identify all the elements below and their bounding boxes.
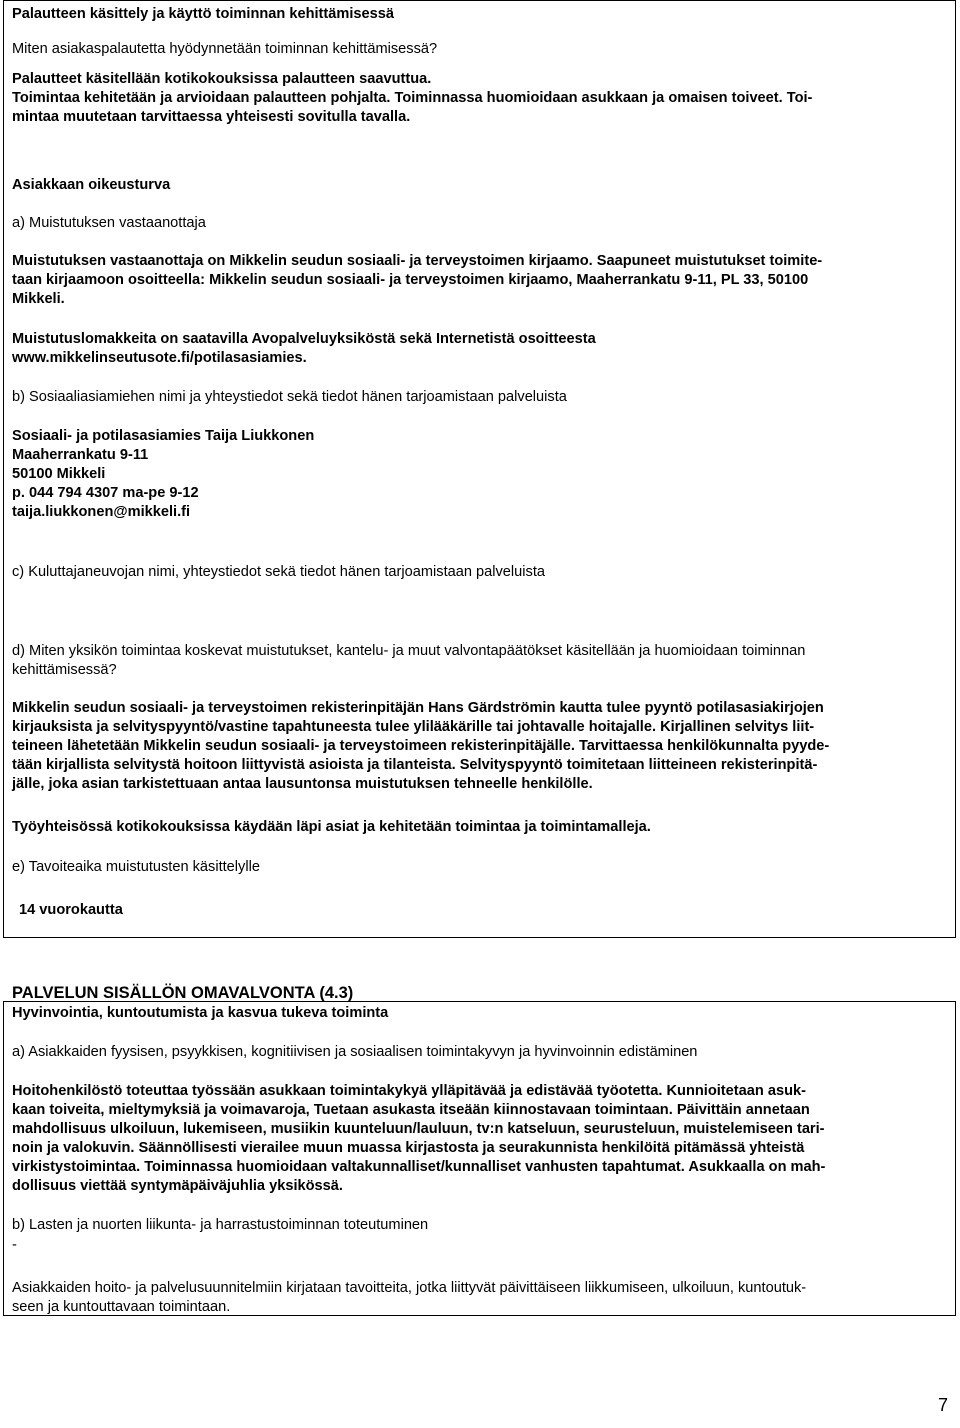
ombudsman-name: Sosiaali- ja potilasasiamies Taija Liukkonen	[12, 428, 315, 444]
section-subheading: Hyvinvointia, kuntoutumista ja kasvua tukeva toiminta	[12, 1005, 389, 1021]
answer-b-dash: -	[12, 1237, 17, 1253]
feedback-answer-line-2: Toimintaa kehitetään ja arvioidaan palautteen pohjalta. Toiminnassa huomioidaan asukkaan ja omaisen toiveet. Toi-	[12, 90, 813, 106]
feedback-answer-line-3: mintaa muutetaan tarvittaessa yhteisesti sovitulla tavalla.	[12, 109, 411, 125]
answer-d-line-3: teineen lähetetään Mikkelin seudun sosiaali- ja terveystoimeen rekisterinpitäjälle. Tarvittaessa henkilökunnalta pyyde-	[12, 738, 830, 754]
answer-wellbeing-line-3: mahdollisuus ulkoiluun, lukemiseen, musiikin kuunteluun/lauluun, tv:n katseluun, seurusteluun, muistelemiseen tari-	[12, 1121, 825, 1137]
page-number: 7	[937, 1395, 948, 1415]
question-c-consumer-advisor: c) Kuluttajaneuvojan nimi, yhteystiedot sekä tiedot hänen tarjoamistaan palveluista	[12, 564, 545, 580]
answer-wellbeing-line-2: kaan toiveita, mieltymyksiä ja voimavaroja, Tuetaan asukasta itseään kiinnostavaan toimintaan. Päivittäin annetaan	[12, 1102, 810, 1118]
answer-wellbeing-line-5: virkistystoimintaa. Toiminnassa huomioidaan valtakunnalliset/kunnalliset vanhusten tapahtumat. Asukkaalla on mah-	[12, 1159, 826, 1175]
section-heading: PALVELUN SISÄLLÖN OMAVALVONTA (4.3)	[12, 984, 354, 1002]
question-d-line-1: d) Miten yksikön toimintaa koskevat muistutukset, kantelu- ja muut valvontapäätökset käsitellään ja huomioidaan toiminnan	[12, 643, 806, 659]
care-plan-text-line-1: Asiakkaiden hoito- ja palvelusuunnitelmiin kirjataan tavoitteita, jotka liittyvät päivittäiseen liikkumiseen, ulkoiluun, kuntoutuk-	[12, 1280, 807, 1296]
answer-d-line-5: jälle, joka asian tarkistettuaan antaa lausuntonsa muistutuksen tehneelle henkilölle.	[12, 776, 593, 792]
answer-d-line-1: Mikkelin seudun sosiaali- ja terveystoimen rekisterinpitäjän Hans Gärdströmin kautta tulee pyyntö potilasasiakirjojen	[12, 700, 824, 716]
feedback-answer-line-1: Palautteet käsitellään kotikokouksissa palautteen saavuttua.	[12, 71, 432, 87]
feedback-question: Miten asiakaspalautetta hyödynnetään toiminnan kehittämisessä?	[12, 41, 438, 57]
answer-a-line-3: Mikkeli.	[12, 291, 65, 307]
ombudsman-street: Maaherrankatu 9-11	[12, 447, 149, 463]
answer-wellbeing-line-4: noin ja valokuvin. Säännöllisesti vierailee muun muassa kirjastosta ja seurakunnista henkilöitä pitämässä yhteistä	[12, 1140, 805, 1156]
question-d-line-2: kehittämisessä?	[12, 662, 117, 678]
answer-a-line-1: Muistutuksen vastaanottaja on Mikkelin seudun sosiaali- ja terveystoimen kirjaamo. Saapuneet muistutukset toimite-	[12, 253, 823, 269]
answer-wellbeing-line-6: dollisuus viettää syntymäpäiväjuhlia yksikössä.	[12, 1178, 343, 1194]
question-a-wellbeing: a) Asiakkaiden fyysisen, psyykkisen, kognitiivisen ja sosiaalisen toimintakyvyn ja hyvinvoinnin edistäminen	[12, 1044, 698, 1060]
answer-d-line-2: kirjauksista ja selvityspyyntö/vastine tapahtuneesta tulee ylilääkärille tai johtavalle hoitajalle. Kirjallinen selvitys liit-	[12, 719, 815, 735]
question-b-social-ombudsman: b) Sosiaaliasiamiehen nimi ja yhteystiedot sekä tiedot hänen tarjoamistaan palveluista	[12, 389, 567, 405]
answer-a-line-2: taan kirjaamoon osoitteella: Mikkelin seudun sosiaali- ja terveystoimen kirjaamo, Maaherrankatu 9-11, PL 33, 50100	[12, 272, 809, 288]
answer-e-target-time: 14 vuorokautta	[19, 902, 123, 918]
answer-d-workplace: Työyhteisössä kotikokouksissa käydään läpi asiat ja kehitetään toimintaa ja toimintamalleja.	[12, 819, 651, 835]
care-plan-text-line-2: seen ja kuntouttavaan toimintaan.	[12, 1299, 231, 1315]
answer-a-forms-line-1: Muistutuslomakkeita on saatavilla Avopalveluyksiköstä sekä Internetistä osoitteesta	[12, 331, 596, 347]
question-e-target-time: e) Tavoiteaika muistutusten käsittelylle	[12, 859, 260, 875]
ombudsman-postcode: 50100 Mikkeli	[12, 466, 106, 482]
question-a-objection-recipient: a) Muistutuksen vastaanottaja	[12, 215, 206, 231]
answer-a-forms-url: www.mikkelinseutusote.fi/potilasasiamies.	[12, 350, 307, 366]
feedback-title: Palautteen käsittely ja käyttö toiminnan kehittämisessä	[12, 6, 395, 22]
answer-wellbeing-line-1: Hoitohenkilöstö toteuttaa työssään asukkaan toimintakykyä ylläpitävää ja edistävää työotetta. Kunnioitetaan asuk-	[12, 1083, 806, 1099]
legal-protection-title: Asiakkaan oikeusturva	[12, 177, 171, 193]
question-b-children-activities: b) Lasten ja nuorten liikunta- ja harrastustoiminnan toteutuminen	[12, 1217, 429, 1233]
ombudsman-email: taija.liukkonen@mikkeli.fi	[12, 504, 191, 520]
ombudsman-phone: p. 044 794 4307 ma-pe 9-12	[12, 485, 199, 501]
feedback-and-legal-protection-box	[3, 0, 956, 938]
answer-d-line-4: tään kirjallista selvitystä hoitoon liittyvistä asioista ja tilanteista. Selvityspyyntö toimitetaan liitteineen rekisterinpitä-	[12, 757, 818, 773]
